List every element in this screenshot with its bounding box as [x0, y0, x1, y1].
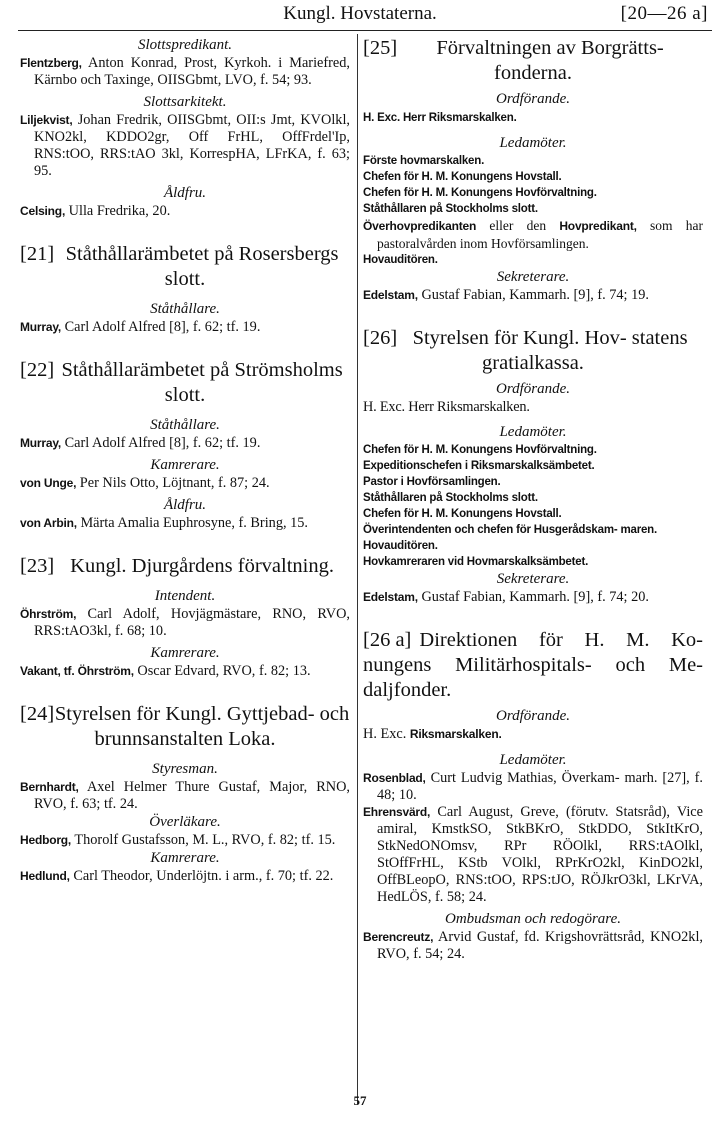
member-line: Expeditionschefen i Riksmarskalksämbetet. [363, 460, 595, 472]
member-text: som har pastoralvården inom Hovförsamlingen. [377, 218, 704, 251]
person-name: Liljekvist, [20, 113, 73, 127]
section-title-text: Styrelsen för Kungl. Gyttjebad- och brunnsanstalten Loka. [54, 703, 350, 750]
section-21 [20, 242, 350, 336]
person-entry [20, 475, 350, 492]
section-title [363, 36, 703, 86]
role-heading: Slottsarkitekt. [143, 94, 227, 110]
person-entry [20, 203, 350, 220]
left-column [20, 36, 350, 885]
section-title-text: Styrelsen för Kungl. Hov- statens gratialkassa. [412, 327, 688, 374]
section-24 [20, 702, 350, 885]
section-number: [25] [363, 37, 398, 59]
person-name: Edelstam, [363, 590, 418, 604]
member-line: Pastor i Hovförsamlingen. [363, 476, 501, 488]
person-details: Arvid Gustaf, fd. Krigshovrättsråd, KNO2kl, RVO, f. 54; 24. [377, 929, 703, 962]
role-heading: Åldfru. [163, 185, 207, 201]
section-title-text: Direktionen för H. M. Ko- nungens Militärhospitals- och Me- daljfonder. [363, 629, 703, 701]
person-entry [363, 804, 703, 906]
section-title [20, 554, 350, 579]
role-heading: Ordförande. [495, 91, 571, 107]
person-details: Carl Adolf Alfred [8], f. 62; tf. 19. [64, 319, 261, 335]
person-entry [20, 435, 350, 452]
section-title-text: Ståthållarämbetet på Rosersbergs slott. [65, 243, 339, 290]
member-line: Hovauditören. [363, 540, 438, 552]
section-26a [363, 628, 703, 963]
running-header-range: [20—26 a] [620, 3, 708, 24]
member-line: Chefen för H. M. Konungens Hovförvaltning. [363, 187, 597, 199]
person-entry [20, 606, 350, 640]
person-entry [20, 779, 350, 813]
header-rule [18, 30, 712, 31]
person-name: Vakant, tf. Öhrström, [20, 664, 134, 678]
person-details: Carl Adolf, Hovjägmästare, RNO, RVO, RRS:tAO3kl, f. 68; 10. [34, 606, 350, 639]
section-25 [363, 36, 703, 304]
member-line: Hovauditören. [363, 254, 438, 266]
person-details: Curt Ludvig Mathias, Överkam- marh. [27], f. 48; 10. [377, 770, 703, 803]
section-title [20, 702, 350, 752]
person-name: Berencreutz, [363, 930, 434, 944]
role-heading: Överläkare. [149, 814, 221, 830]
section-number: [21] [20, 243, 55, 265]
person-name: von Arbin, [20, 516, 77, 530]
chair-text: H. Exc. [363, 726, 407, 742]
person-name: Bernhardt, [20, 780, 79, 794]
role-heading: Ståthållare. [150, 417, 220, 433]
person-entry [363, 929, 703, 963]
column-divider [357, 34, 358, 1104]
member-line: Chefen för H. M. Konungens Hovstall. [363, 171, 562, 183]
role-heading: Intendent. [154, 588, 216, 604]
role-heading: Kamrerare. [150, 850, 220, 866]
person-name: Rosenblad, [363, 771, 426, 785]
section-number: [26] [363, 327, 398, 349]
person-details: Ulla Fredrika, 20. [68, 203, 171, 219]
person-entry [363, 589, 703, 606]
person-name: Edelstam, [363, 288, 418, 302]
person-entry [20, 319, 350, 336]
person-details: Carl August, Greve, (förutv. Statsråd), Vice amiral, KmstkSO, StkBKrO, StkDDO, StkItKrO, StkNedONOmsv, RPr RÖOlkl, RRS:tAOlkl, StOffFrHL, KStb VOlkl, RPrKrO2kl, KinDO2kl, OffBLeopO, RNS:tOO, RPS:tJO, RÖJkrO3kl, LKrVA, HedLÖS, f. 58; 24. [377, 804, 703, 905]
person-name: Hedlund, [20, 869, 70, 883]
member-line: Ståthållaren på Stockholms slott. [363, 492, 538, 504]
running-header-title: Kungl. Hovstaterna. [283, 3, 437, 24]
member-line: Chefen för H. M. Konungens Hovstall. [363, 508, 562, 520]
person-entry [20, 515, 350, 532]
person-details: Carl Adolf Alfred [8], f. 62; tf. 19. [64, 435, 261, 451]
person-name: Flentzberg, [20, 56, 82, 70]
member-bold: Hovpredikant, [559, 219, 637, 233]
person-entry [363, 770, 703, 804]
role-heading: Ordförande. [495, 381, 571, 397]
role-heading: Ståthållare. [150, 301, 220, 317]
person-details: Gustaf Fabian, Kammarh. [9], f. 74; 19. [421, 287, 649, 303]
chair-line [363, 726, 703, 743]
person-details: Oscar Edvard, RVO, f. 82; 13. [137, 663, 311, 679]
member-line [363, 217, 703, 252]
member-line: Förste hovmarskalken. [363, 155, 485, 167]
role-heading: Sekreterare. [496, 269, 570, 285]
chair-line [363, 109, 703, 126]
section-number: [22] [20, 359, 55, 381]
role-heading: Kamrerare. [150, 457, 220, 473]
member-line: Ståthållaren på Stockholms slott. [363, 203, 538, 215]
role-heading: Ledamöter. [499, 752, 567, 768]
person-entry [20, 868, 350, 885]
person-entry [20, 55, 350, 89]
person-name: von Unge, [20, 476, 77, 490]
right-column [363, 36, 703, 963]
member-line: Hovkamreraren vid Hovmarskalksämbetet. [363, 556, 589, 568]
person-details: Märta Amalia Euphrosyne, f. Bring, 15. [80, 515, 308, 531]
person-name: Ehrensvärd, [363, 805, 431, 819]
section-22 [20, 358, 350, 532]
member-line: Chefen för H. M. Konungens Hovförvaltning. [363, 444, 597, 456]
section-number: [23] [20, 555, 55, 577]
person-details: Gustaf Fabian, Kammarh. [9], f. 74; 20. [421, 589, 649, 605]
person-details: Per Nils Otto, Löjtnant, f. 87; 24. [79, 475, 270, 491]
person-details: Anton Konrad, Prost, Kyrkoh. i Mariefred, Kärnbo och Taxinge, OIISGbmt, LVO, f. 54; 93. [34, 55, 350, 88]
person-name: Murray, [20, 436, 62, 450]
person-entry [363, 287, 703, 304]
member-text: eller den [489, 218, 547, 233]
role-heading: Styresman. [152, 761, 218, 777]
section-title [20, 242, 350, 292]
person-name: Hedborg, [20, 833, 72, 847]
person-name: Murray, [20, 320, 62, 334]
section-title [363, 628, 703, 703]
role-heading: Ombudsman och redogörare. [445, 911, 621, 927]
role-heading: Sekreterare. [496, 571, 570, 587]
section-title-text: Förvaltningen av Borgrätts- fonderna. [436, 37, 664, 84]
person-name: Öhrström, [20, 607, 77, 621]
person-details: Johan Fredrik, OIISGbmt, OII:s Jmt, KVOlkl, KNO2kl, KDDO2gr, Off FrHL, OffFrdel'Ip, RNS:tOO, RRS:tAO 3kl, KorrespHA, LFrKA, f. 63; 95. [34, 112, 350, 179]
person-entry [20, 663, 350, 680]
person-entry [20, 112, 350, 180]
member-bold: Överhovpredikanten [363, 219, 477, 233]
role-heading: Ledamöter. [499, 424, 567, 440]
person-details: Axel Helmer Thure Gustaf, Major, RNO, RVO, f. 63; tf. 24. [34, 779, 350, 812]
chair-bold: Riksmarskalken. [409, 727, 502, 741]
role-heading: Ordförande. [495, 708, 571, 724]
role-heading: Kamrerare. [150, 645, 220, 661]
person-entry [20, 832, 350, 849]
section-title-text: Ståthållarämbetet på Strömsholms slott. [61, 359, 343, 406]
section-title [20, 358, 350, 408]
person-name: Celsing, [20, 204, 66, 218]
section-26 [363, 326, 703, 606]
member-line: Överintendenten och chefen för Husgerådskam- maren. [363, 524, 657, 536]
role-heading: Slottspredikant. [137, 37, 233, 53]
person-details: Thorolf Gustafsson, M. L., RVO, f. 82; tf. 15. [74, 832, 336, 848]
role-heading: Ledamöter. [499, 135, 567, 151]
page-number: 57 [353, 1093, 367, 1108]
chair-line: H. Exc. Herr Riksmarskalken. [363, 399, 530, 415]
section-number: [24] [20, 703, 55, 725]
chair-text: H. Exc. Herr Riksmarskalken. [363, 112, 517, 124]
section-number: [26 a] [363, 629, 412, 651]
section-title-text: Kungl. Djurgårdens förvaltning. [70, 555, 334, 577]
role-heading: Åldfru. [163, 497, 207, 513]
section-23 [20, 554, 350, 680]
person-details: Carl Theodor, Underlöjtn. i arm., f. 70; tf. 22. [73, 868, 334, 884]
section-title [363, 326, 703, 376]
